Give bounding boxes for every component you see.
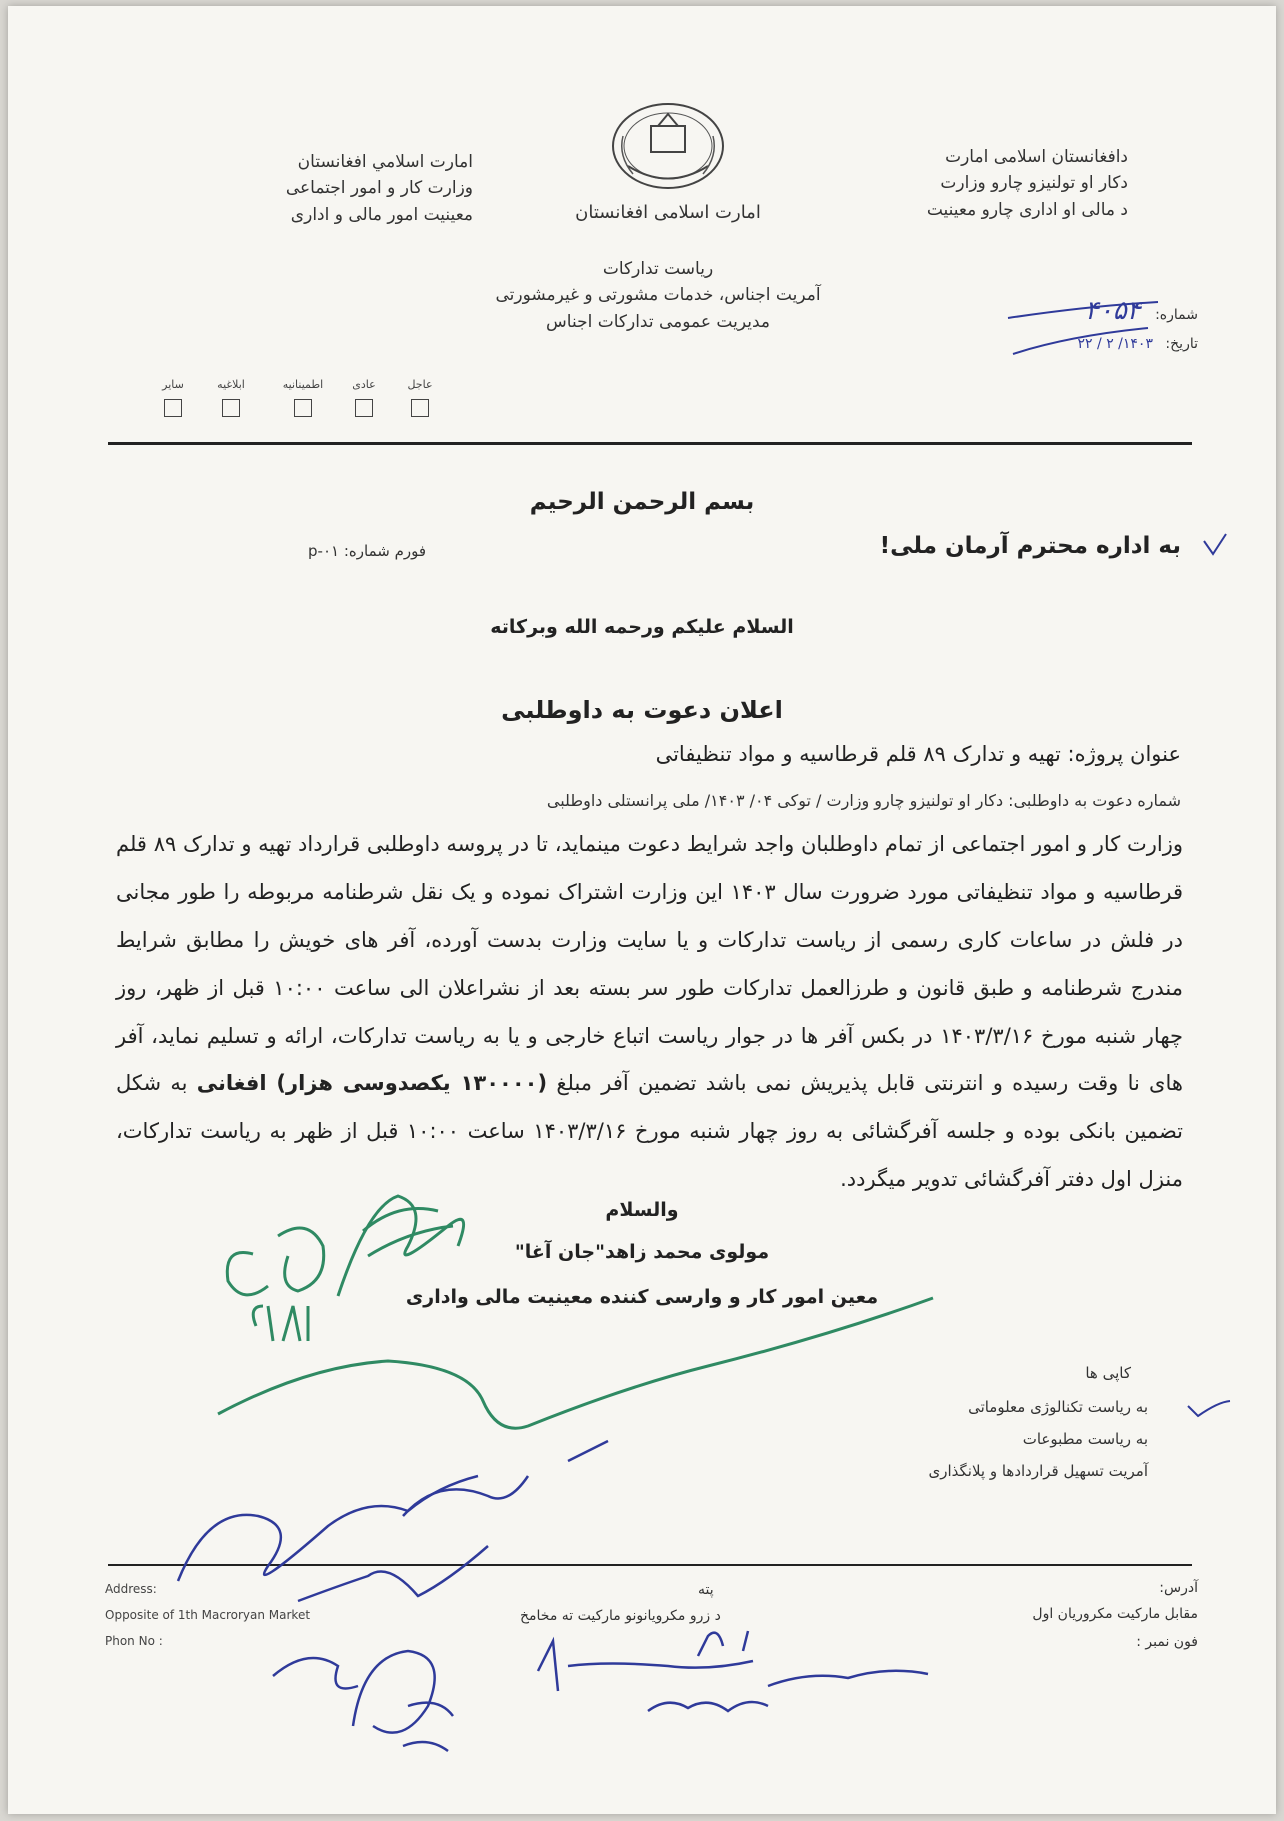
- form-number: فورم شماره: ۰۱-p: [308, 542, 427, 560]
- green-signature: [218, 1196, 933, 1428]
- address-label-ps: پته: [698, 1582, 714, 1598]
- emblem-seal: [563, 96, 773, 231]
- copies-tick: [1188, 1401, 1230, 1416]
- priority-normal-checkbox[interactable]: [355, 399, 373, 417]
- priority-confirmation[interactable]: [278, 378, 328, 417]
- header-right-line-2: دکار او تولنیزو چارو وزارت: [940, 173, 1128, 194]
- header-right: [908, 144, 1128, 223]
- salutation: السلام علیکم ورحمه الله وبرکاته: [490, 616, 794, 638]
- priority-urgent-label: عاجل: [407, 378, 433, 391]
- reference-date: [1078, 336, 1198, 352]
- recipient: به اداره محترم آرمان ملی!: [879, 533, 1181, 559]
- priority-other-label: سایر: [162, 378, 184, 391]
- recipient-check-mark: [1204, 534, 1226, 554]
- priority-urgent[interactable]: [400, 378, 440, 417]
- copy-item: به ریاست تکنالوژی معلوماتی: [968, 1398, 1148, 1416]
- priority-urgent-checkbox[interactable]: [411, 399, 429, 417]
- number-value: ۴۰۵۴: [1084, 296, 1141, 326]
- copy-item: به ریاست مطبوعات: [1022, 1430, 1148, 1448]
- header-left: [263, 149, 473, 228]
- project-subject: عنوان پروژه: تهیه و تدارک ۸۹ قلم قرطاسیه و مواد تنظیفاتی: [655, 742, 1181, 766]
- phone-label-fa: فون نمبر :: [1136, 1634, 1198, 1650]
- letter-body-amount: (۱۳۰۰۰۰ یکصدوسی هزار) افغانی: [196, 1071, 548, 1096]
- address-label-fa: آدرس:: [1159, 1580, 1198, 1596]
- closing: والسلام: [605, 1199, 679, 1221]
- footer-divider: [108, 1564, 1192, 1566]
- priority-notice-checkbox[interactable]: [222, 399, 240, 417]
- header-left-line-1: امارت اسلامي افغانستان: [297, 152, 473, 172]
- date-value: ۱۴۰۳/ ۲ / ۲۲: [1077, 336, 1153, 352]
- signatory-name: مولوی محمد زاهد"جان آغا": [514, 1241, 770, 1263]
- signatory-title: معین امور کار و وارسی کننده معینیت مالی واداری: [405, 1286, 879, 1308]
- blue-handwritten-notes: [178, 1441, 928, 1751]
- header-center-line-2: آمریت اجناس، خدمات مشورتی و غیرمشورتی: [495, 285, 821, 306]
- priority-notice[interactable]: [211, 378, 251, 417]
- emblem-text: امارت اسلامی افغانستان: [575, 202, 761, 223]
- address-ps: د زرو مکرویانونو مارکیت ته مخامخ: [520, 1608, 721, 1624]
- announcement-title: اعلان دعوت به داوطلبی: [501, 696, 783, 724]
- address-label-en: Address:: [105, 1582, 157, 1596]
- bismillah: بسم الرحمن الرحیم: [529, 489, 755, 515]
- priority-other[interactable]: [153, 378, 193, 417]
- header-left-line-3: معینیت امور مالی و اداری: [290, 204, 473, 225]
- address-en: Opposite of 1th Macroryan Market: [105, 1608, 311, 1622]
- priority-normal[interactable]: [344, 378, 384, 417]
- header-right-line-3: د مالی او اداری چارو معینیت: [926, 199, 1128, 220]
- letter-body: [116, 821, 1183, 1204]
- phone-label-en: Phon No :: [105, 1634, 163, 1648]
- letter-body-part-2: به شکل تضمین بانکی بوده و جلسه آفرگشائی به روز چهار شنبه مورخ ۱۴۰۳/۳/۱۶ ساعت ۱۰:۰۰ قبل از ظهر به ریاست تدارکات، منزل اول دفتر آفرگشائی تدویر میگردد.: [116, 1071, 1183, 1192]
- priority-confirmation-label: اطمینانیه: [282, 378, 324, 391]
- priority-other-checkbox[interactable]: [164, 399, 182, 417]
- priority-notice-label: ابلاغیه: [217, 378, 245, 391]
- letter-page: [8, 6, 1276, 1814]
- priority-confirmation-checkbox[interactable]: [294, 399, 312, 417]
- header-center-line-1: ریاست تدارکات: [602, 259, 714, 279]
- copies-title: کاپی ها: [1085, 1364, 1131, 1382]
- header-center: [478, 256, 838, 335]
- priority-normal-label: عادی: [352, 378, 376, 391]
- copy-item: آمریت تسهیل قراردادها و پلانگذاری: [928, 1462, 1148, 1480]
- header-right-line-1: دافغانستان اسلامی امارت: [945, 147, 1128, 167]
- invitation-number: شماره دعوت به داوطلبی: دکار او تولنیزو چارو وزارت / توکی ۰۴/ ۱۴۰۳/ ملی پرانستلی داوطلبی: [546, 791, 1181, 810]
- header-left-line-2: وزارت کار و امور اجتماعی: [285, 178, 473, 199]
- address-fa: مقابل مارکیت مکروریان اول: [1032, 1606, 1198, 1622]
- header-center-line-3: مدیریت عمومی تدارکات اجناس: [546, 311, 770, 332]
- letter-body-part-1: وزارت کار و امور اجتماعی از تمام داوطلبان واجد شرایط دعوت مینماید، تا در پروسه داوطلبی قرارداد تهیه و تدارک ۸۹ قلم قرطاسیه و مواد تنظیفاتی مورد ضرورت سال ۱۴۰۳ این وزارت اشتراک نموده و یک نقل شرطنامه مربوطه را طور مجانی در فلش در ساعات کاری رسمی از ریاست تدارکات و یا سایت وزارت بدست آورده، آفر های خویش را مطابق شرایط مندرج شرطنامه و طبق قانون و طرزالعمل تدارکات طور سر بسته بعد از نشراعلان الی ساعت ۱۰:۰۰ قبل از ظهر، روز چهار شنبه مورخ ۱۴۰۳/۳/۱۶ در بکس آفر ها در جوار ریاست اتباع خارجی و یا به ریاست تدارکات، ارائه و تسلیم نماید، آفر های نا وقت رسیده و انترنتی قابل پذیریش نمی باشد تضمین آفر مبلغ: [116, 832, 1184, 1096]
- number-label: شماره:: [1155, 307, 1198, 323]
- header-divider: [108, 442, 1192, 445]
- reference-number: [1085, 296, 1198, 326]
- date-label: تاریخ:: [1165, 336, 1198, 352]
